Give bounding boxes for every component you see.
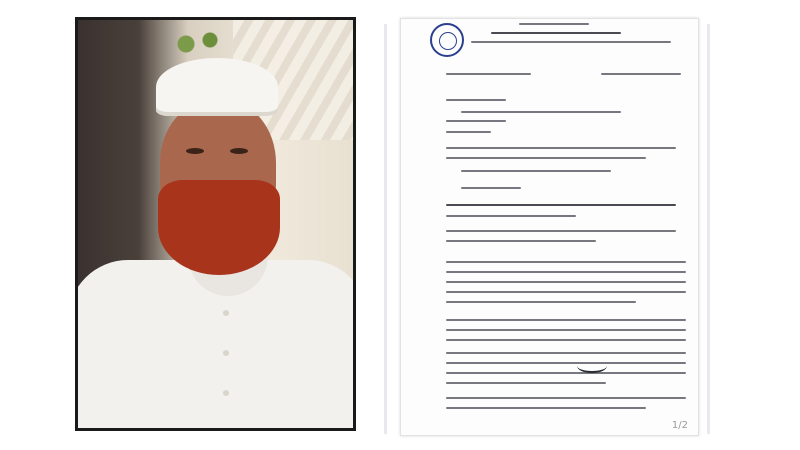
robe-button — [223, 390, 229, 396]
robe-button — [223, 350, 229, 356]
organization-seal-icon — [430, 23, 464, 57]
white-prayer-cap — [156, 58, 278, 116]
left-eye — [186, 148, 204, 154]
portrait-photo-frame — [75, 17, 356, 431]
scrollbar-right — [707, 24, 710, 434]
red-beard — [158, 180, 280, 275]
document-page — [400, 18, 699, 436]
page-number: 1/2 — [671, 420, 688, 431]
right-eye — [230, 148, 248, 154]
robe-button — [223, 310, 229, 316]
portrait-photo — [78, 20, 353, 428]
signature-icon — [577, 359, 607, 373]
scrollbar-left — [384, 24, 387, 434]
